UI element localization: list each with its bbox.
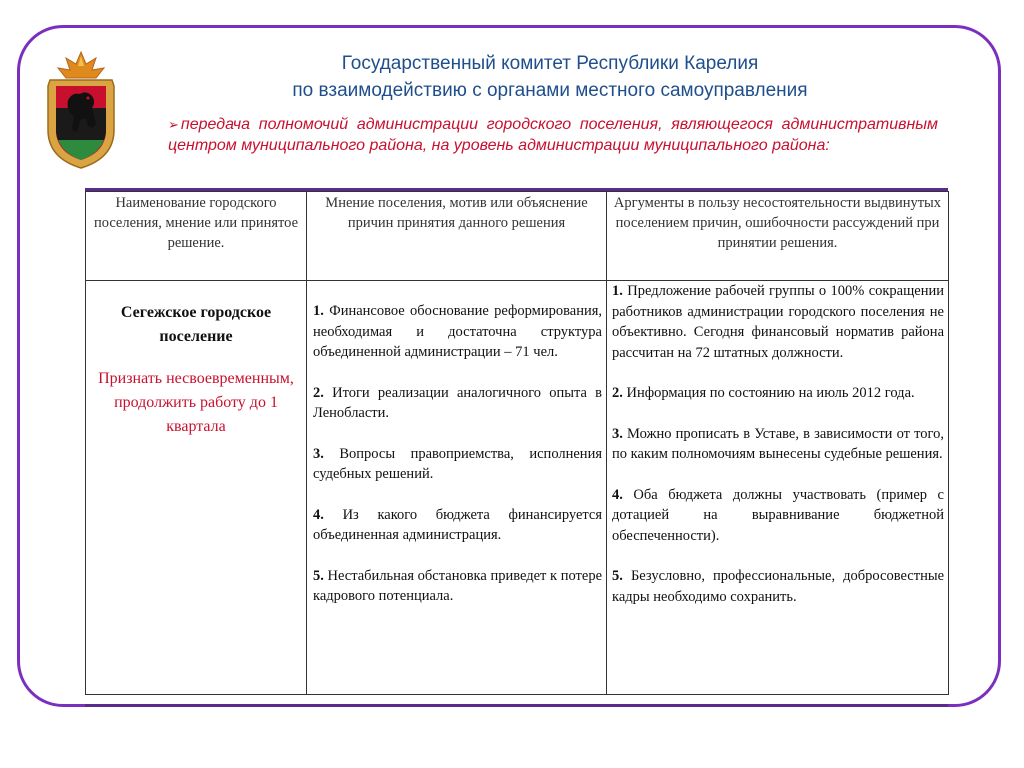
opinion-item — [313, 505, 602, 546]
item-text: Предложение рабочей группы о 100% сокращении работников администрации городского поселения не объективно. Сегодня финансовый норматив района рассчитан на 72 штатных должности. — [612, 283, 944, 361]
item-number: 1. — [313, 303, 324, 319]
item-number: 3. — [612, 425, 623, 442]
arguments-cell — [607, 281, 949, 695]
item-text: Вопросы правоприемства, исполнения судебных решений. — [313, 445, 602, 482]
argument-item — [612, 424, 944, 465]
item-text: Можно прописать в Уставе, в зависимости от того, по каким полномочиям вынесены судебные решения. — [612, 425, 945, 462]
item-number: 3. — [313, 445, 324, 462]
item-number: 2. — [612, 385, 623, 401]
header-opinion: Мнение поселения, мотив или объяснение причин принятия данного решения — [307, 192, 607, 281]
opinion-item — [313, 566, 602, 607]
page-title-line-2: по взаимодействию с органами местного самоуправления — [292, 80, 808, 101]
opinion-item — [313, 383, 602, 424]
item-text: Безусловно, профессиональные, добросовестные кадры необходимо сохранить. — [612, 568, 945, 605]
argument-item — [612, 485, 944, 547]
table-row — [86, 281, 949, 695]
item-text: Финансовое обоснование реформирования, необходимая и достаточна структура объединенной администрации – 71 чел. — [313, 303, 603, 360]
argument-item — [612, 566, 944, 607]
item-number: 1. — [612, 283, 623, 299]
header-arguments: Аргументы в пользу несостоятельности выдвинутых поселением причин, ошибочности рассуждений при принятии решения. — [607, 192, 949, 281]
item-number: 5. — [612, 568, 623, 584]
settlement-decision: Признать несвоевременным, продолжить работу до 1 квартала — [98, 370, 294, 435]
settlement-name: Сегежское городское поселение — [120, 304, 272, 345]
subtitle — [168, 114, 938, 156]
item-text: Информация по состоянию на июль 2012 года. — [626, 385, 915, 401]
header-settlement: Наименование городского поселения, мнение или принятое решение. — [86, 192, 307, 281]
item-number: 2. — [313, 384, 324, 401]
item-number: 4. — [612, 486, 623, 503]
item-text: Нестабильная обстановка приведет к потере кадрового потенциала. — [313, 567, 603, 604]
opinion-item — [313, 444, 602, 485]
table-header-row — [86, 192, 949, 281]
subtitle-text: передача полномочий администрации городского поселения, являющегося административным центром муниципального района, на уровень администрации муниципального района: — [168, 116, 938, 154]
item-text: Из какого бюджета финансируется объединенная администрация. — [313, 506, 602, 543]
item-number: 5. — [313, 567, 324, 584]
item-text: Оба бюджета должны участвовать (пример с дотацией на выравнивание бюджетной обеспеченности). — [612, 486, 944, 544]
opinion-item — [313, 301, 602, 363]
settlement-cell — [86, 281, 307, 695]
arrow-bullet-icon: ➢ — [168, 117, 179, 132]
page-title-line-1: Государственный комитет Республики Карелия — [341, 53, 759, 74]
coat-of-arms-karelia-icon — [42, 50, 120, 170]
argument-item — [612, 383, 944, 404]
comparison-table — [85, 191, 948, 695]
item-text: Итоги реализации аналогичного опыта в Ленобласти. — [313, 384, 603, 421]
table-bottom-rule — [85, 704, 948, 707]
argument-item — [612, 281, 944, 363]
item-number: 4. — [313, 506, 324, 523]
opinion-cell — [307, 281, 607, 695]
